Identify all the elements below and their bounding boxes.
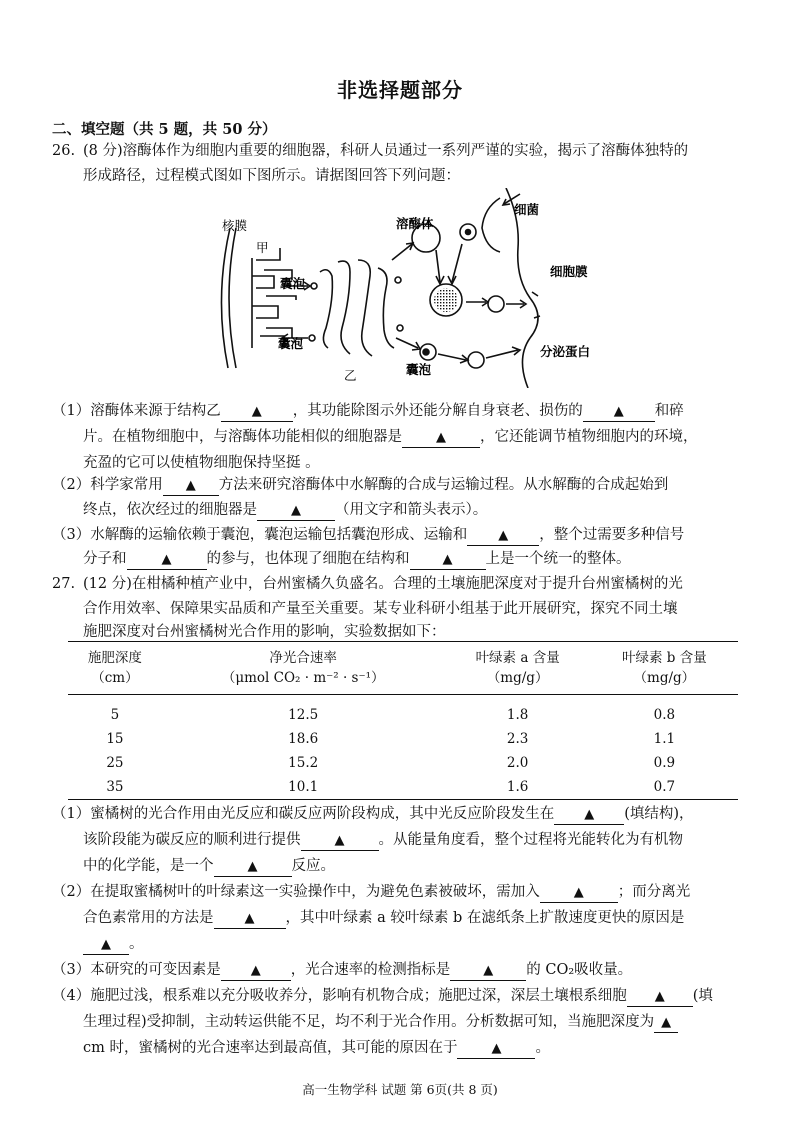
- answer-blank[interactable]: [583, 403, 655, 422]
- q27-intro-line3: 施肥深度对台州蜜橘树光合作用的影响，实验数据如下：: [83, 624, 446, 640]
- answer-blank[interactable]: [450, 962, 526, 981]
- lysosome-formation-diagram: [200, 188, 640, 388]
- answer-blank[interactable]: [410, 551, 486, 570]
- label-vesicle-top: 囊泡: [280, 276, 306, 291]
- q26-intro-line2: 形成路径，过程模式图如下图所示。请据图回答下列问题：: [83, 168, 460, 184]
- q26-p3-line2: 分子和▲ 的参与，也体现了细胞在结构和▲ 上是一个统一的整体。: [83, 546, 756, 572]
- answer-blank[interactable]: [654, 1014, 678, 1033]
- q27-p4-line1: （4）施肥过浅，根系难以充分吸收养分，影响有机物合成；施肥过深，深层土壤根系细胞▲ (填: [52, 983, 756, 1009]
- q26-intro-line1: 26. (8 分)溶酶体作为细胞内重要的细胞器，科研人员通过一系列严谨的实验，揭示了溶酶体独特的: [52, 138, 756, 164]
- golgi-yi: [309, 260, 403, 356]
- label-cell-membrane: 细胞膜: [550, 264, 588, 279]
- q27-intro-line2: 合作用效率、保障果实品质和产量至关重要。某专业科研小组基于此开展研究，探究不同土壤: [83, 601, 678, 617]
- section-heading: 二、填空题（共 5 题，共 50 分）: [52, 121, 277, 138]
- q26-p1-line2: 片。在植物细胞中，与溶酶体功能相似的细胞器是▲ ，它还能调节植物细胞内的环境，: [83, 424, 756, 450]
- label-bacteria: 细菌: [514, 202, 540, 217]
- data-table: [68, 641, 738, 800]
- q26-p1-line3: 充盈的它可以使植物细胞保持坚挺 。: [83, 455, 320, 471]
- answer-blank[interactable]: [627, 988, 693, 1007]
- answer-blank[interactable]: [83, 936, 129, 955]
- table-header-row: [68, 642, 738, 695]
- q27-p2-line2: 合色素常用的方法是▲ ，其中叶绿素 a 较叶绿素 b 在滤纸条上扩散速度更快的原因是: [83, 905, 756, 931]
- q26-p1-line1: （1）溶酶体来源于结构乙▲ ，其功能除图示外还能分解自身衰老、损伤的▲ 和碎: [52, 398, 756, 424]
- label-nuclear-membrane: 核膜: [222, 218, 248, 233]
- q26-number: 26.: [52, 143, 76, 159]
- page-title: 非选择题部分: [337, 78, 463, 102]
- answer-blank[interactable]: [457, 1040, 535, 1059]
- q27-p3-line1: （3）本研究的可变因素是▲ ，光合速率的检测指标是▲ 的 CO₂吸收量。: [52, 957, 756, 983]
- label-vesicle-left: 囊泡: [278, 336, 304, 351]
- q27-p2-line3: ▲。: [83, 931, 756, 957]
- er-jia: [252, 248, 284, 348]
- answer-blank[interactable]: [127, 551, 207, 570]
- table-row: 25 15.2 2.0 0.9: [106, 755, 676, 771]
- q27-p1-line2: 该阶段能为碳反应的顺利进行提供▲ 。从能量角度看，整个过程将光能转化为有机物: [83, 827, 756, 853]
- answer-blank[interactable]: [402, 429, 480, 448]
- q26-p3-line1: （3）水解酶的运输依赖于囊泡，囊泡运输包括囊泡形成、运输和▲ ，整个过需要多种信号: [52, 522, 756, 548]
- answer-blank[interactable]: [467, 527, 539, 546]
- q26-p2-line1: （2）科学家常用▲ 方法来研究溶酶体中水解酶的合成与运输过程。从水解酶的合成起始到: [52, 472, 756, 498]
- answer-blank[interactable]: [221, 962, 291, 981]
- answer-blank[interactable]: [257, 502, 335, 521]
- q27-p4-line3: cm 时，蜜橘树的光合速率达到最高值，其可能的原因在于▲ 。: [83, 1035, 756, 1061]
- label-jia: 甲: [256, 240, 269, 255]
- table-row: 15 18.6 2.3 1.1: [106, 731, 676, 747]
- q27-p1-line1: （1）蜜橘树的光合作用由光反应和碳反应两阶段构成，其中光反应阶段发生在▲ (填结构)，: [52, 801, 756, 827]
- page-footer: 高一生物学科 试题 第 6页(共 8 页): [302, 1082, 498, 1097]
- q27-number: 27.: [52, 576, 76, 592]
- header-net-photosynthesis: 净光合速率 （μmol CO₂ · m⁻² · s⁻¹）: [162, 642, 445, 695]
- label-secreted-protein: 分泌蛋白: [540, 344, 591, 359]
- answer-blank[interactable]: [214, 858, 292, 877]
- q27-intro-line1: 27. (12 分)在柑橘种植产业中，台州蜜橘久负盛名。合理的土壤施肥深度对于提升台州蜜橘树的光: [52, 571, 756, 597]
- answer-blank[interactable]: [214, 910, 286, 929]
- q27-p2-line1: （2）在提取蜜橘树叶的叶绿素这一实验操作中，为避免色素被破坏，需加入▲ ；而分离光: [52, 879, 756, 905]
- answer-blank[interactable]: [221, 403, 293, 422]
- label-vesicle-bottom: 囊泡: [406, 362, 432, 377]
- q26-p2-line2: 终点，依次经过的细胞器是▲ （用文字和箭头表示）。: [83, 497, 756, 523]
- header-chlorophyll-a: 叶绿素 a 含量 （mg/g）: [445, 642, 591, 695]
- header-chlorophyll-b: 叶绿素 b 含量 （mg/g）: [591, 642, 738, 695]
- answer-blank[interactable]: [163, 477, 219, 496]
- answer-blank[interactable]: [301, 832, 379, 851]
- table-row: 5 12.5 1.8 0.8: [110, 707, 676, 723]
- label-lysosome: 溶酶体: [396, 216, 434, 231]
- answer-blank[interactable]: [554, 806, 624, 825]
- answer-blank[interactable]: [540, 884, 618, 903]
- table-row: 35 10.1 1.6 0.7: [68, 775, 738, 800]
- header-depth: 施肥深度 （cm）: [68, 642, 162, 695]
- q27-p4-line2: 生理过程)受抑制，主动转运供能不足，均不利于光合作用。分析数据可知，当施肥深度为▲: [83, 1009, 756, 1035]
- label-yi: 乙: [344, 368, 357, 383]
- q27-p1-line3: 中的化学能，是一个▲ 反应。: [83, 853, 756, 879]
- cell-membrane: [506, 188, 538, 388]
